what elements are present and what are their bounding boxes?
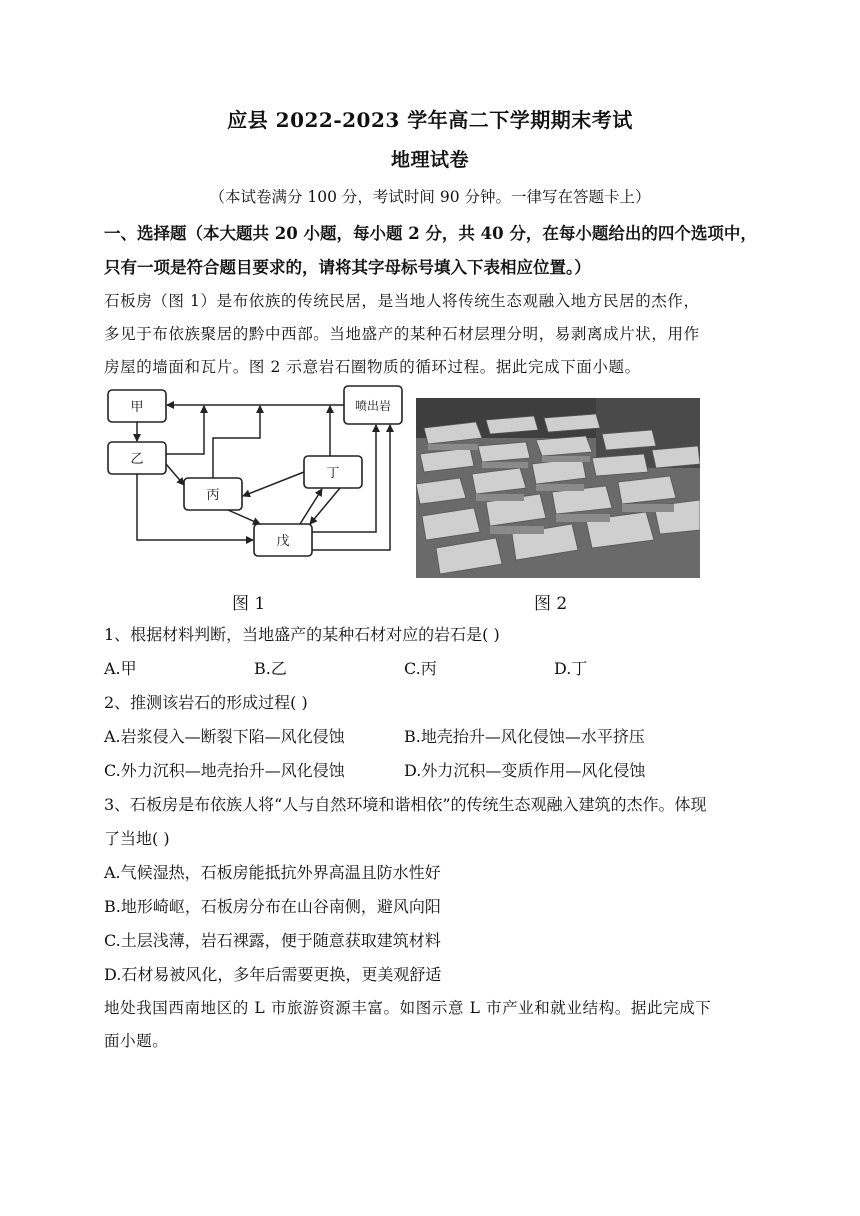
- q3-option-c: C.土层浅薄，岩石裸露，便于随意获取建筑材料: [104, 931, 441, 950]
- arrow-bing-wu: [228, 510, 260, 524]
- arrow-yi-up: [166, 406, 204, 454]
- exam-note: （本试卷满分 100 分，考试时间 90 分钟。一律写在答题卡上）: [209, 188, 651, 206]
- material2-line2: 面小题。: [104, 1032, 169, 1050]
- q1-option-d: D.丁: [554, 659, 588, 678]
- question1-stem: 1、根据材料判断，当地盛产的某种石材对应的岩石是( ): [104, 625, 500, 644]
- rock-cycle-diagram: [100, 382, 410, 582]
- node-ding: 丁: [326, 466, 340, 481]
- question3-stem-line1: 3、石板房是布依族人将“人与自然环境和谐相依”的传统生态观融入建筑的杰作。体现: [104, 795, 707, 814]
- page-subtitle: 地理试卷: [390, 149, 469, 171]
- q3-option-b: B.地形崎岖，石板房分布在山谷南侧，避风向阳: [104, 897, 441, 916]
- q2-option-c: C.外力沉积—地壳抬升—风化侵蚀: [104, 761, 345, 780]
- q1-option-b: B.乙: [254, 659, 287, 678]
- material1-line2: 多见于布依族聚居的黔中西部。当地盛产的某种石材层理分明，易剥离成片状，用作: [104, 325, 700, 343]
- arrow-yi-bing: [166, 464, 184, 485]
- q1-option-a: A.甲: [104, 659, 137, 678]
- q3-option-d: D.石材易被风化，多年后需要更换，更美观舒适: [104, 965, 442, 984]
- arrow-yi-wu: [137, 474, 253, 540]
- node-jia: 甲: [130, 400, 144, 415]
- q1-option-c: C.丙: [404, 659, 437, 678]
- section-heading-line1: 一、选择题（本大题共 20 小题，每小题 2 分，共 40 分，在每小题给出的四个选项中，: [104, 224, 757, 243]
- node-wu: 戊: [276, 534, 290, 549]
- arrow-ding-wu: [310, 488, 340, 524]
- material2-line1: 地处我国西南地区的 L 市旅游资源丰富。如图示意 L 市产业和就业结构。据此完成下: [104, 999, 712, 1017]
- material1-line1: 石板房（图 1）是布依族的传统民居，是当地人将传统生态观融入地方民居的杰作，: [104, 292, 700, 310]
- figure1-caption: 图 1: [232, 594, 266, 614]
- stone-houses-photo: [416, 398, 700, 578]
- section-heading-line2: 只有一项是符合题目要求的，请将其字母标号填入下表相应位置。）: [104, 258, 591, 277]
- arrow-wu-ding: [300, 489, 322, 524]
- question3-stem-line2: 了当地( ): [104, 829, 170, 848]
- arrow-bing-up: [213, 406, 260, 478]
- figure2-caption: 图 2: [534, 594, 568, 614]
- node-bing: 丙: [206, 488, 220, 503]
- q2-option-b: B.地壳抬升—风化侵蚀—水平挤压: [404, 727, 645, 746]
- page-title: 应县 2022-2023 学年高二下学期期末考试: [227, 108, 633, 132]
- material1-line3: 房屋的墙面和瓦片。图 2 示意岩石圈物质的循环过程。据此完成下面小题。: [104, 358, 641, 376]
- node-yi: 乙: [130, 452, 144, 467]
- node-penchu: 喷出岩: [354, 399, 392, 413]
- q2-option-a: A.岩浆侵入—断裂下陷—风化侵蚀: [104, 727, 345, 746]
- arrow-ding-bing: [243, 472, 304, 496]
- arrow-wu-penchu-inner: [312, 425, 376, 532]
- question2-stem: 2、推测该岩石的形成过程( ): [104, 693, 308, 712]
- q2-option-d: D.外力沉积—变质作用—风化侵蚀: [404, 761, 646, 780]
- q3-option-a: A.气候湿热，石板房能抵抗外界高温且防水性好: [104, 863, 441, 882]
